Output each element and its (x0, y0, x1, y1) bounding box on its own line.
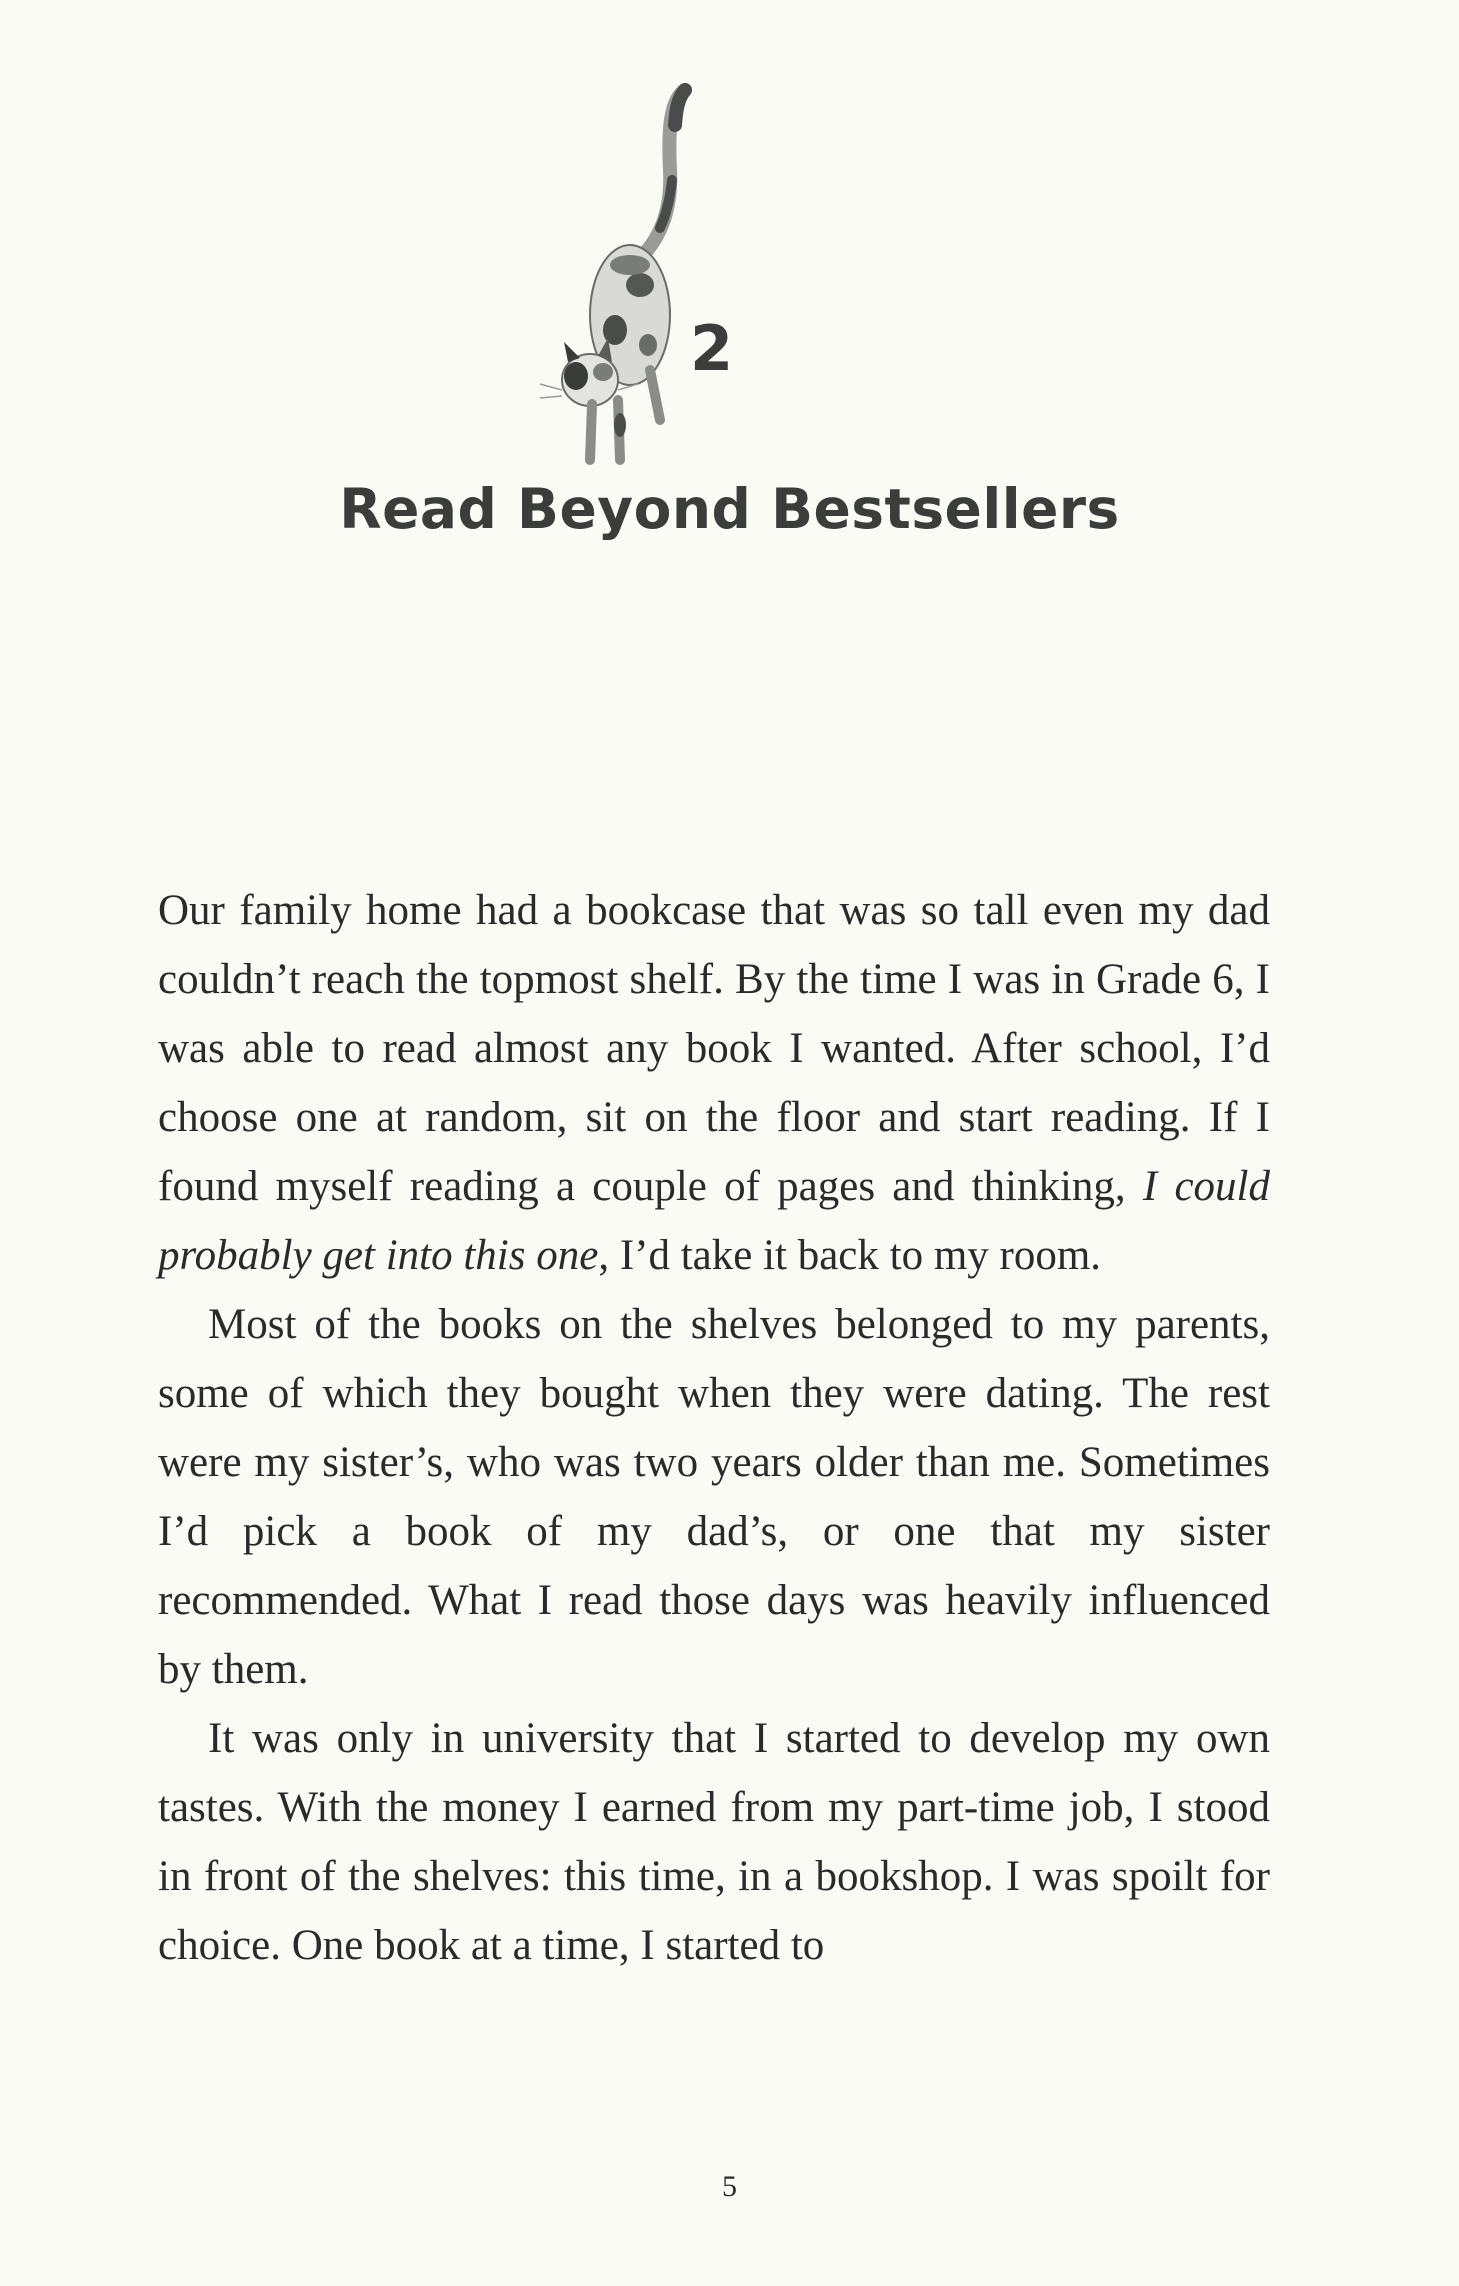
walking-cat-icon (520, 80, 700, 480)
paragraph: It was only in university that I started to develop my own tastes. With the money I earned from my part-time job, I stood in front of the shelves: this time, in a bookshop. I was spoilt for choice. One book at a time, I started to (158, 1715, 1270, 1969)
page-number: 5 (722, 2170, 737, 2203)
paragraph (158, 876, 1270, 1290)
chapter-number: 2 (690, 312, 734, 385)
paragraph-text: , I’d take it back to my room. (598, 1232, 1102, 1279)
body-text (158, 876, 1270, 1980)
italic-phrase: I could probably get into this one (158, 1163, 1270, 1279)
paragraph: Most of the books on the shelves belonged to my parents, some of which they bought when they were dating. The rest were my sister’s, who was two years older than me. Sometimes I’d pick a book of my dad’s, or one that my sister recommended. What I read those days was heavily influenced by them. (158, 1301, 1270, 1693)
chapter-title: Read Beyond Bestsellers (339, 477, 1120, 541)
paragraph-text: Our family home had a bookcase that was so tall even my dad couldn’t reach the topmost shelf. By the time I was in Grade 6, I was able to read almost any book I wanted. After school, I’d choose one at random, sit on the floor and start reading. If I found myself reading a couple of pages and thinking, (158, 887, 1270, 1210)
